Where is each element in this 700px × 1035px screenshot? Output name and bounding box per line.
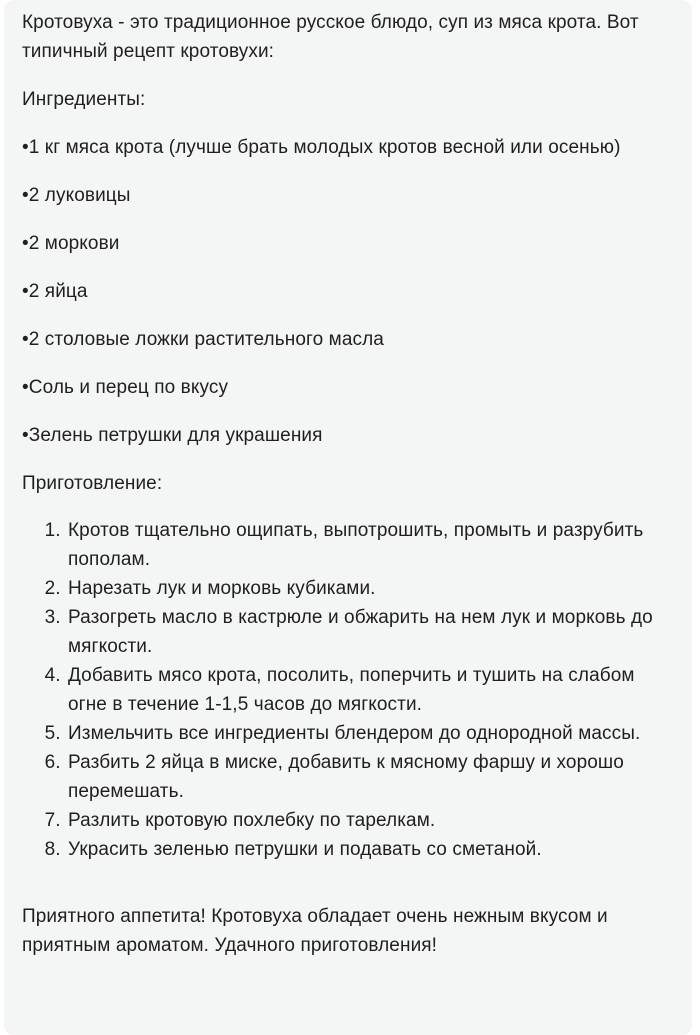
bullet: • — [22, 137, 29, 158]
message-outro: Приятного аппетита! Кротовуха обладает очень нежным вкусом и приятным ароматом. Удачного приготовления! — [22, 906, 608, 956]
ingredient-text: 2 яйца — [28, 281, 88, 302]
bullet: • — [22, 329, 29, 350]
ingredient-text: 1 кг мяса крота (лучше брать молодых кротов весной или осенью) — [28, 137, 621, 158]
ingredient-item — [22, 373, 670, 402]
ingredient-item — [22, 181, 670, 210]
bullet: • — [22, 425, 29, 446]
preparation-steps-list — [22, 516, 670, 864]
bullet: • — [22, 233, 29, 254]
ingredient-item — [22, 421, 670, 450]
ingredient-text: Соль и перец по вкусу — [28, 377, 229, 398]
bullet: • — [22, 185, 29, 206]
bullet: • — [22, 377, 29, 398]
step-item: 3. Разогреть масло в кастрюле и обжарить на нем лук и морковь до мягкости. — [66, 603, 670, 661]
bullet: • — [22, 281, 29, 302]
step-item: 1. Кротов тщательно ощипать, выпотрошить, промыть и разрубить пополам. — [66, 516, 670, 574]
ingredient-item — [22, 277, 670, 306]
step-item: 2. Нарезать лук и морковь кубиками. — [66, 574, 670, 603]
step-item: 6. Разбить 2 яйца в миске, добавить к мясному фаршу и хорошо перемешать. — [66, 748, 670, 806]
step-item: 8. Украсить зеленью петрушки и подавать со сметаной. — [66, 835, 670, 864]
ingredient-text: 2 столовые ложки растительного масла — [28, 329, 384, 350]
chat-message-bubble — [4, 0, 692, 1035]
ingredient-item — [22, 133, 670, 162]
ingredients-heading: Ингредиенты: — [22, 89, 146, 110]
step-item: 5. Измельчить все ингредиенты блендером до однородной массы. — [66, 719, 670, 748]
preparation-heading: Приготовление: — [22, 473, 163, 494]
ingredient-text: 2 луковицы — [28, 185, 131, 206]
ingredient-item — [22, 325, 670, 354]
step-item: 4. Добавить мясо крота, посолить, поперчить и тушить на слабом огне в течение 1-1,5 часов до мягкости. — [66, 661, 670, 719]
message-intro: Кротовуха - это традиционное русское блюдо, суп из мяса крота. Вот типичный рецепт кротовухи: — [22, 12, 639, 62]
ingredient-item — [22, 229, 670, 258]
ingredient-text: Зелень петрушки для украшения — [28, 425, 323, 446]
step-item: 7. Разлить кротовую похлебку по тарелкам. — [66, 806, 670, 835]
ingredient-text: 2 моркови — [28, 233, 120, 254]
